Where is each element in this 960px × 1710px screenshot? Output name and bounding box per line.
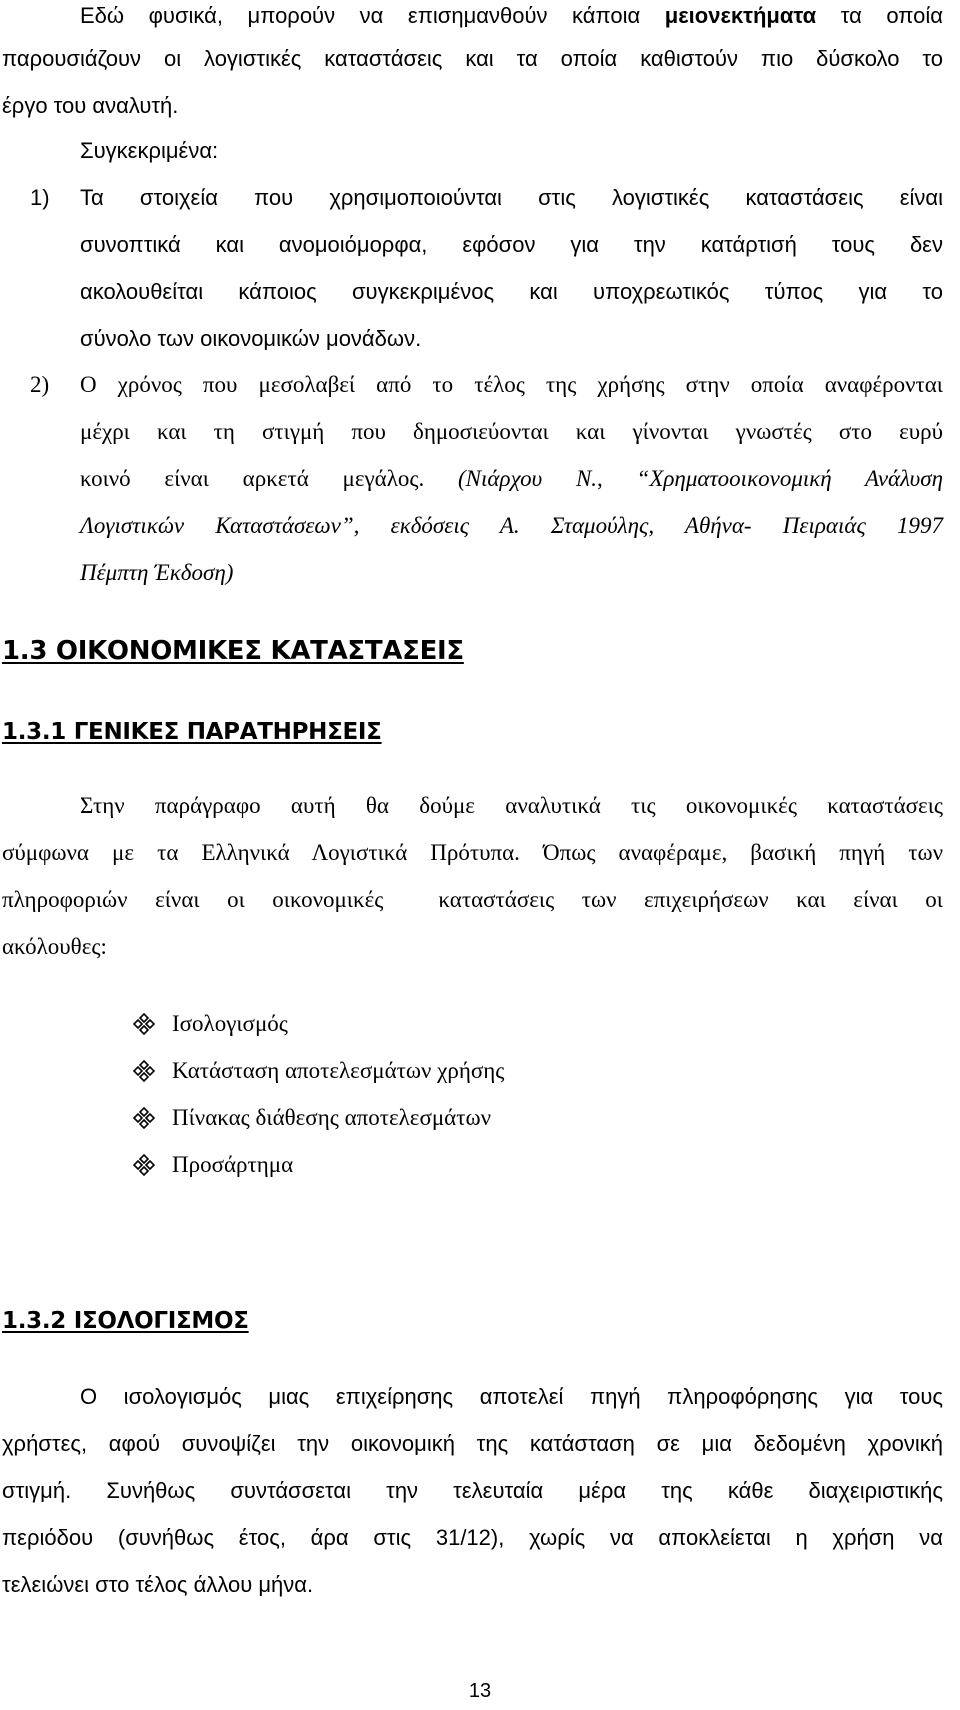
general-paragraph-line-2: σύμφωνα με τα Ελληνικά Λογιστικά Πρότυπα. Όπως αναφέραμε, βασική πηγή των: [2, 840, 943, 865]
list-item: [132, 1010, 288, 1038]
citation-title: “Χρηματοοικονομική Ανάλυση: [636, 466, 943, 491]
list-number-1: 1): [30, 185, 50, 210]
list-item-2-line-3: [80, 466, 943, 492]
list-item: [132, 1104, 491, 1132]
intro-text-end: τα οποία: [816, 3, 943, 28]
list-item-1-line-4: σύνολο των οικονομικών μονάδων.: [80, 326, 422, 351]
four-diamond-bullet-icon: [132, 1012, 156, 1036]
general-paragraph-line-4: ακόλουθες:: [2, 934, 107, 959]
list-item-2-line-4: Λογιστικών Καταστάσεων”, εκδόσεις Α. Σταμούλης, Αθήνα- Πειραιάς 1997: [80, 513, 943, 538]
general-paragraph-line-3: πληροφοριών είναι οι οικονομικές καταστάσεις των επιχειρήσεων και είναι οι: [2, 887, 943, 912]
intro-line-1: [80, 3, 943, 29]
citation-author: (Νιάρχου Ν.: [457, 466, 598, 491]
balance-paragraph-line-3: στιγμή. Συνήθως συντάσσεται την τελευταία μέρα της κάθε διαχειριστικής: [2, 1478, 943, 1503]
list-item-2-line-2: μέχρι και τη στιγμή που δημοσιεύονται και γίνονται γνωστές στο ευρύ: [80, 419, 943, 444]
specifically-label: Συγκεκριμένα:: [80, 138, 219, 163]
four-diamond-bullet-icon: [132, 1153, 156, 1177]
balance-paragraph-line-1: Ο ισολογισμός μιας επιχείρησης αποτελεί πηγή πληροφόρησης για τους: [80, 1384, 943, 1409]
bullet-text: Πίνακας διάθεσης αποτελεσμάτων: [172, 1105, 492, 1130]
page-number: 13: [468, 1680, 492, 1702]
citation-comma: ,: [597, 466, 637, 491]
balance-paragraph-line-2: χρήστες, αφού συνοψίζει την οικονομική της κατάσταση σε μια δεδομένη χρονική: [2, 1431, 943, 1456]
intro-text: Εδώ φυσικά, μπορούν να επισημανθούν κάποια: [80, 3, 665, 28]
four-diamond-bullet-icon: [132, 1059, 156, 1083]
intro-line-2: παρουσιάζουν οι λογιστικές καταστάσεις και τα οποία καθιστούν πιο δύσκολο το: [2, 46, 943, 71]
intro-line-3: έργο του αναλυτή.: [2, 93, 179, 118]
section-heading-1-3-2: 1.3.2 ΙΣΟΛΟΓΙΣΜΟΣ: [2, 1308, 249, 1334]
list-item-2-text: κοινό είναι αρκετά μεγάλος.: [80, 466, 458, 491]
list-item-1-line-1: Τα στοιχεία που χρησιμοποιούνται στις λογιστικές καταστάσεις είναι: [80, 185, 943, 210]
section-heading-1-3: 1.3 ΟΙΚΟΝΟΜΙΚΕΣ ΚΑΤΑΣΤΑΣΕΙΣ: [2, 636, 464, 666]
list-item: [132, 1057, 504, 1085]
list-item: [132, 1151, 293, 1179]
section-heading-1-3-1: 1.3.1 ΓΕΝΙΚΕΣ ΠΑΡΑΤΗΡΗΣΕΙΣ: [2, 719, 382, 745]
bullet-text: Κατάσταση αποτελεσμάτων χρήσης: [172, 1058, 505, 1083]
list-item-2-line-1: Ο χρόνος που μεσολαβεί από το τέλος της χρήσης στην οποία αναφέρονται: [80, 372, 943, 397]
list-item-1-line-2: συνοπτικά και ανομοιόμορφα, εφόσον για την κατάρτισή τους δεν: [80, 232, 943, 257]
four-diamond-bullet-icon: [132, 1106, 156, 1130]
bullet-text: Ισολογισμός: [172, 1011, 288, 1036]
list-item-1-line-3: ακολουθείται κάποιος συγκεκριμένος και υποχρεωτικός τύπος για το: [80, 279, 943, 304]
balance-paragraph-line-5: τελειώνει στο τέλος άλλου μήνα.: [2, 1572, 314, 1597]
balance-paragraph-line-4: περιόδου (συνήθως έτος, άρα στις 31/12), χωρίς να αποκλείεται η χρήση να: [2, 1525, 943, 1550]
general-paragraph-line-1: Στην παράγραφο αυτή θα δούμε αναλυτικά τις οικονομικές καταστάσεις: [80, 793, 943, 818]
bullet-text: Προσάρτημα: [172, 1152, 294, 1177]
list-item-2-line-5: Πέμπτη Έκδοση): [80, 560, 234, 585]
list-number-2: 2): [30, 372, 50, 397]
intro-bold-term: μειονεκτήματα: [664, 3, 817, 28]
